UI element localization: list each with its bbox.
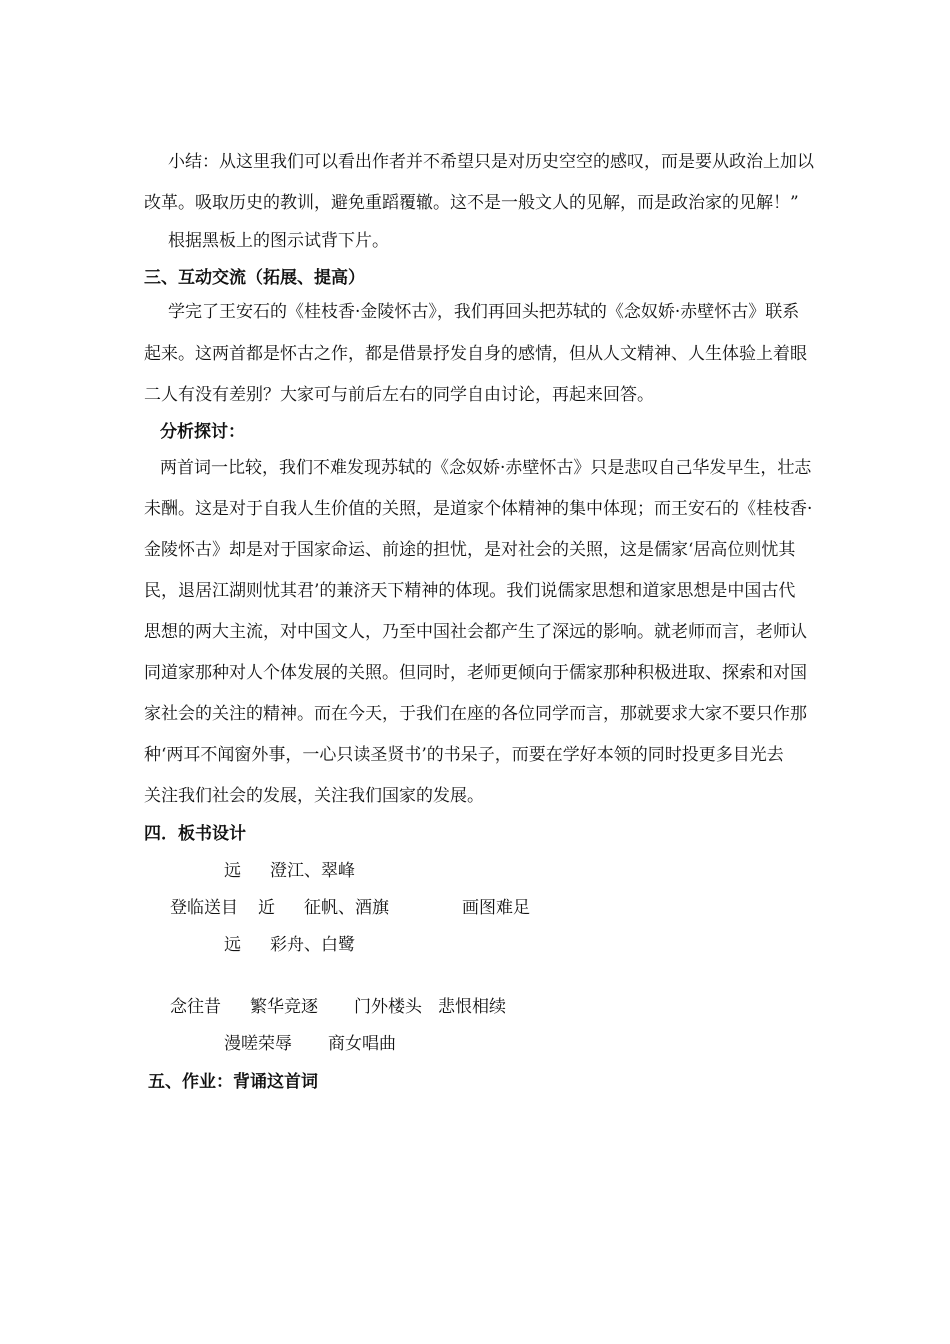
board-far-1: 远: [224, 861, 241, 881]
board-gate: 门外楼头: [354, 997, 422, 1017]
board-lament: 漫嗟荣辱: [224, 1034, 292, 1054]
analysis-line-7: 家社会的关注的精神。而在今天，于我们在座的各位同学而言，那就要求大家不要只作那: [144, 704, 807, 724]
section3-intro-line-3: 二人有没有差别？大家可与前后左右的同学自由讨论，再起来回答。: [144, 385, 654, 405]
section3-heading: 三、互动交流（拓展、提高）: [144, 268, 365, 288]
summary-line-1: 小结：从这里我们可以看出作者并不希望只是对历史空空的感叹，而是要从政治上加以: [168, 152, 814, 172]
board-far-2: 远: [224, 935, 241, 955]
analysis-line-1: 两首词一比较，我们不难发现苏轼的《念奴娇·赤壁怀古》只是悲叹自己华发早生，壮志: [160, 458, 812, 478]
section3-intro-line-2: 起来。这两首都是怀古之作，都是借景抒发自身的感情，但从人文精神、人生体验上着眼: [144, 344, 807, 364]
board-far-2-text: 彩舟、白鹭: [270, 935, 355, 955]
analysis-line-5: 思想的两大主流，对中国文人，乃至中国社会都产生了深远的影响。就老师而言，老师认: [144, 622, 807, 642]
section3-intro-line-1: 学完了王安石的《桂枝香·金陵怀古》，我们再回头把苏轼的《念奴娇·赤壁怀古》联系: [168, 302, 800, 322]
board-prosperity: 繁华竞逐: [250, 997, 318, 1017]
board-song: 商女唱曲: [328, 1034, 396, 1054]
board-near: 近: [258, 898, 275, 918]
analysis-heading: 分析探讨：: [160, 422, 245, 442]
summary-line-2: 改革。吸取历史的教训，避免重蹈覆辙。这不是一般文人的见解，而是政治家的见解！”: [144, 193, 799, 213]
analysis-line-8: 种‘两耳不闻窗外事，一心只读圣贤书’的书呆子，而要在学好本领的同时投更多目光去: [144, 745, 784, 765]
analysis-line-4: 民，退居江湖则忧其君’的兼济天下精神的体现。我们说儒家思想和道家思想是中国古代: [144, 581, 796, 601]
board-picture: 画图难足: [462, 898, 530, 918]
summary-line-3: 根据黑板上的图示试背下片。: [168, 231, 389, 251]
board-sorrow: 悲恨相续: [438, 997, 506, 1017]
board-recall: 念往昔: [170, 997, 221, 1017]
analysis-line-2: 未酬。这是对于自我人生价值的关照，是道家个体精神的集中体现；而王安石的《桂枝香·: [144, 499, 813, 519]
section5-heading: 五、作业：背诵这首词: [148, 1072, 318, 1092]
analysis-line-9: 关注我们社会的发展，关注我们国家的发展。: [144, 786, 484, 806]
board-near-text: 征帆、酒旗: [304, 898, 389, 918]
section4-heading: 四．板书设计: [144, 824, 246, 844]
board-far-1-text: 澄江、翠峰: [270, 861, 355, 881]
board-ascend: 登临送目: [170, 898, 238, 918]
analysis-line-6: 同道家那种对人个体发展的关照。但同时，老师更倾向于儒家那种积极进取、探索和对国: [144, 663, 807, 683]
analysis-line-3: 金陵怀古》却是对于国家命运、前途的担忧，是对社会的关照，这是儒家‘居高位则忧其: [144, 540, 796, 560]
